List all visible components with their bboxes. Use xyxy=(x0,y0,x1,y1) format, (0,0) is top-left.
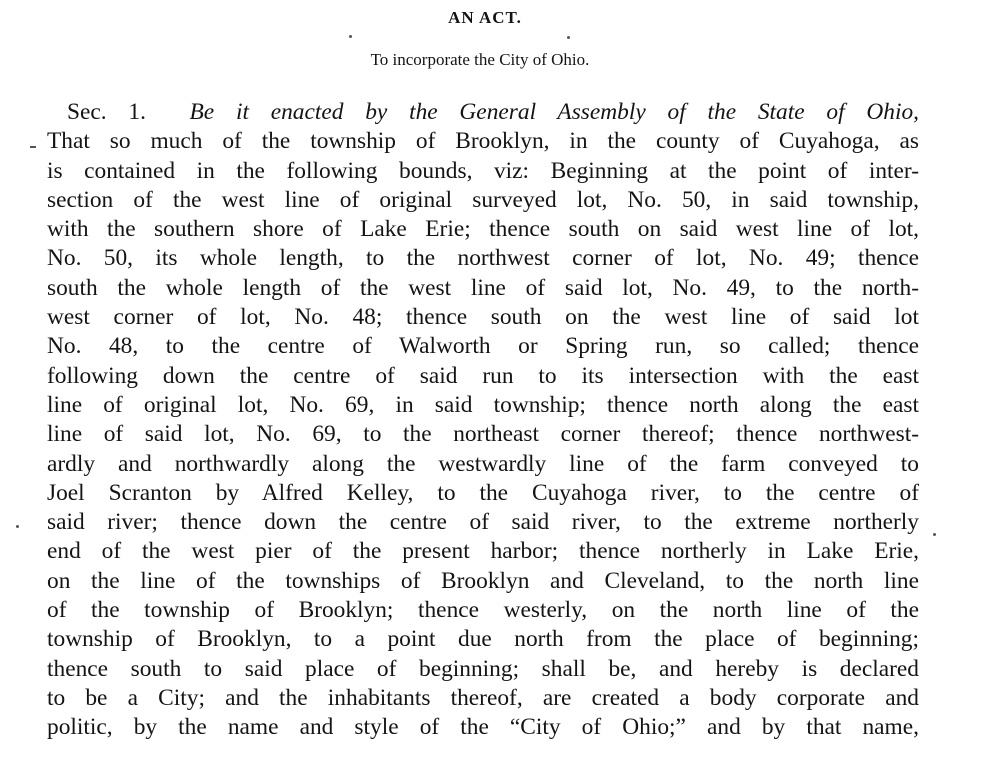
text-line: west corner of lot, No. 48; thence south on the west line of said lot xyxy=(47,304,919,331)
text-line: section of the west line of original surveyed lot, No. 50, in said township, xyxy=(47,186,919,213)
scan-speck xyxy=(567,36,570,39)
act-subtitle: To incorporate the City of Ohio. xyxy=(370,50,590,69)
text-line: said river; thence down the centre of said river, to the extreme northerly xyxy=(47,509,919,536)
text-line: politic, by the name and style of the “City of Ohio;” and by that name, xyxy=(47,714,919,741)
scan-speck xyxy=(933,533,936,536)
text-line: township of Brooklyn, to a point due north from the place of beginning; xyxy=(47,626,919,653)
text-line: following down the centre of said run to its intersection with the east xyxy=(47,362,919,389)
text-line: of the township of Brooklyn; thence westerly, on the north line of the xyxy=(47,597,919,624)
enacting-clause: Be it enacted by the General Assembly of the State of Ohio, xyxy=(189,99,919,125)
text-line: That so much of the township of Brooklyn, in the county of Cuyahoga, as xyxy=(47,128,919,155)
text-line: end of the west pier of the present harbor; thence northerly in Lake Erie, xyxy=(47,538,919,565)
text-line: line of said lot, No. 69, to the northeast corner thereof; thence northwest- xyxy=(47,421,919,448)
scan-speck xyxy=(30,146,36,148)
text-line: with the southern shore of Lake Erie; thence south on said west line of lot, xyxy=(47,216,919,243)
text-line: ardly and northwardly along the westwardly line of the farm conveyed to xyxy=(47,450,919,477)
text-line: thence south to said place of beginning; shall be, and hereby is declared xyxy=(47,655,919,682)
text-line: south the whole length of the west line of said lot, No. 49, to the north- xyxy=(47,274,919,301)
act-title: AN ACT. xyxy=(448,8,522,27)
scan-speck xyxy=(16,525,19,528)
scan-speck xyxy=(349,35,352,38)
text-line: No. 48, to the centre of Walworth or Spring run, so called; thence xyxy=(47,333,919,360)
text-line: to be a City; and the inhabitants thereof, are created a body corporate and xyxy=(47,684,919,711)
section-opening-line xyxy=(47,98,919,127)
act-body xyxy=(47,98,919,743)
text-line: on the line of the townships of Brooklyn and Cleveland, to the north line xyxy=(47,567,919,594)
text-line: Joel Scranton by Alfred Kelley, to the Cuyahoga river, to the centre of xyxy=(47,479,919,506)
text-line: line of original lot, No. 69, in said township; thence north along the east xyxy=(47,391,919,418)
section-label: Sec. 1. xyxy=(67,99,146,125)
text-line: is contained in the following bounds, viz: Beginning at the point of inter- xyxy=(47,157,919,184)
text-line: No. 50, its whole length, to the northwest corner of lot, No. 49; thence xyxy=(47,245,919,272)
